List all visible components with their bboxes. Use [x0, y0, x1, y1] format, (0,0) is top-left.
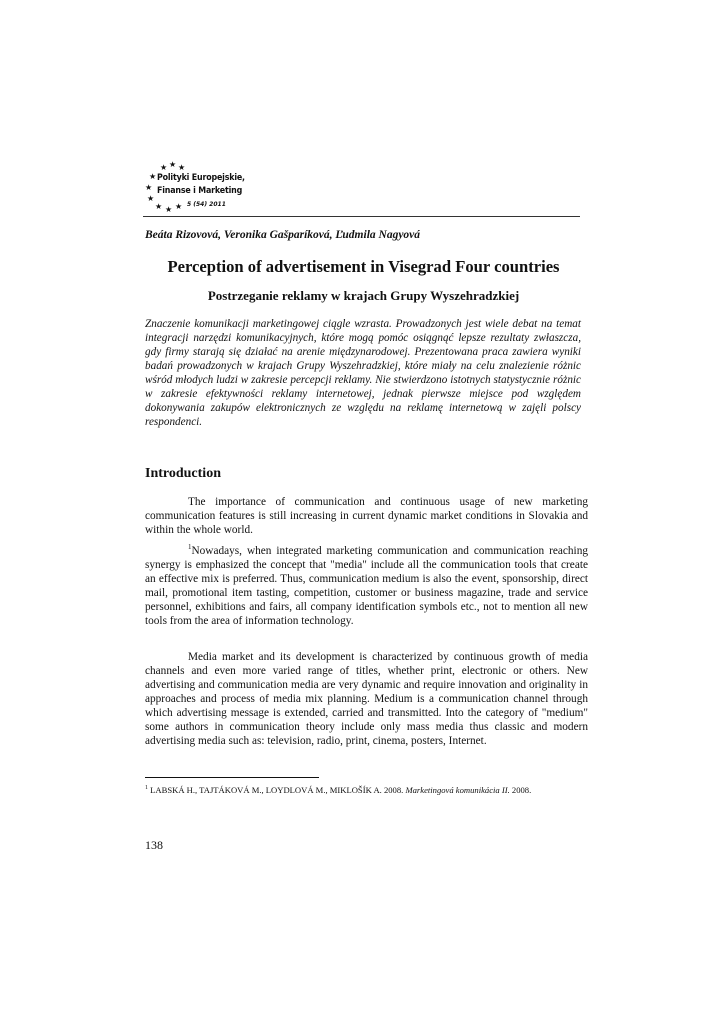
footnote-reference[interactable]: 1 [188, 543, 192, 552]
paragraph-3: Media market and its development is characterized by continuous growth of media channels and even more varied range of titles, whether print, electronic or others. New advertising and communication media are very dynamic and require innovation and originality in approaches and process of media mix planning. Medium is a communication channel through which advertising message is extended, carried and transmitted. Into the category of "medium" some authors in communication theory include only mass media thus classic and modern advertising media such as: television, radio, print, cinema, posters, Internet. [145, 651, 588, 747]
abstract: Znaczenie komunikacji marketingowej ciągle wzrasta. Prowadzonych jest wiele debat na temat integracji narzędzi komunikacyjnych, które mogą pomóc osiągnąć lepsze rezultaty zwłaszcza, gdy firmy starają się działać na arenie międzynarodowej. Prezentowana praca zawiera wyniki badań prowadzonych w krajach Grupy Wyszehradzkiej, które miały na celu znalezienie różnic wśród młodych ludzi w zakresie percepcji reklamy. Nie stwierdzono istotnych statystycznie różnic w zakresie efektywności reklamy internetowej, jednak pierwsze miejsce pod względem dokonywania zakupów elektronicznych ze względu na reklamę internetową w zajęli polscy respondenci. [145, 318, 581, 428]
footnote-divider [145, 777, 319, 778]
footnote [145, 785, 583, 796]
authors: Beáta Rizovová, Veronika Gašparíková, Ľudmila Nagyová [145, 229, 421, 241]
journal-issue: 5 (54) 2011 [187, 201, 226, 208]
footnote-mark: 1 [145, 785, 148, 792]
paragraph-1: The importance of communication and continuous usage of new marketing communication features is still increasing in current dynamic market conditions in Slovakia and within the whole world. [145, 496, 588, 536]
journal-name-line2: Finanse i Marketing [157, 186, 243, 196]
paragraph-2 [145, 544, 588, 628]
footnote-text-before: LABSKÁ H., TAJTÁKOVÁ M., LOYDLOVÁ M., MIKLOŠÍK A. 2008. [148, 785, 406, 795]
header-divider [143, 216, 580, 217]
star-circle-icon: ★ ★ ★ ★ ★ ★ ★ ★ ★ [145, 160, 186, 214]
journal-logo [143, 160, 253, 214]
section-heading: Introduction [145, 466, 221, 481]
paper-subtitle: Postrzeganie reklamy w krajach Grupy Wyszehradzkiej [207, 288, 520, 303]
paragraph-2-text: Nowadays, when integrated marketing communication and communication reaching synergy is emphasized the concept that "media" include all the communication tools that create an effective mix is preferred. Thus, communication medium is also the event, sponsorship, direct mail, promotional item tasting, competition, customer or business magazine, trade and service personnel, exhibitions and fairs, all company identification symbols etc., not to mention all new tools from the area of information technology. [145, 545, 588, 627]
footnote-text-after: 2008. [509, 785, 532, 795]
paper-title: Perception of advertisement in Visegrad Four countries [167, 257, 560, 276]
journal-name-line1: Polityki Europejskie, [157, 173, 245, 183]
page-number: 138 [145, 838, 163, 852]
footnote-cited-title: Marketingová komunikácia II. [405, 785, 510, 795]
